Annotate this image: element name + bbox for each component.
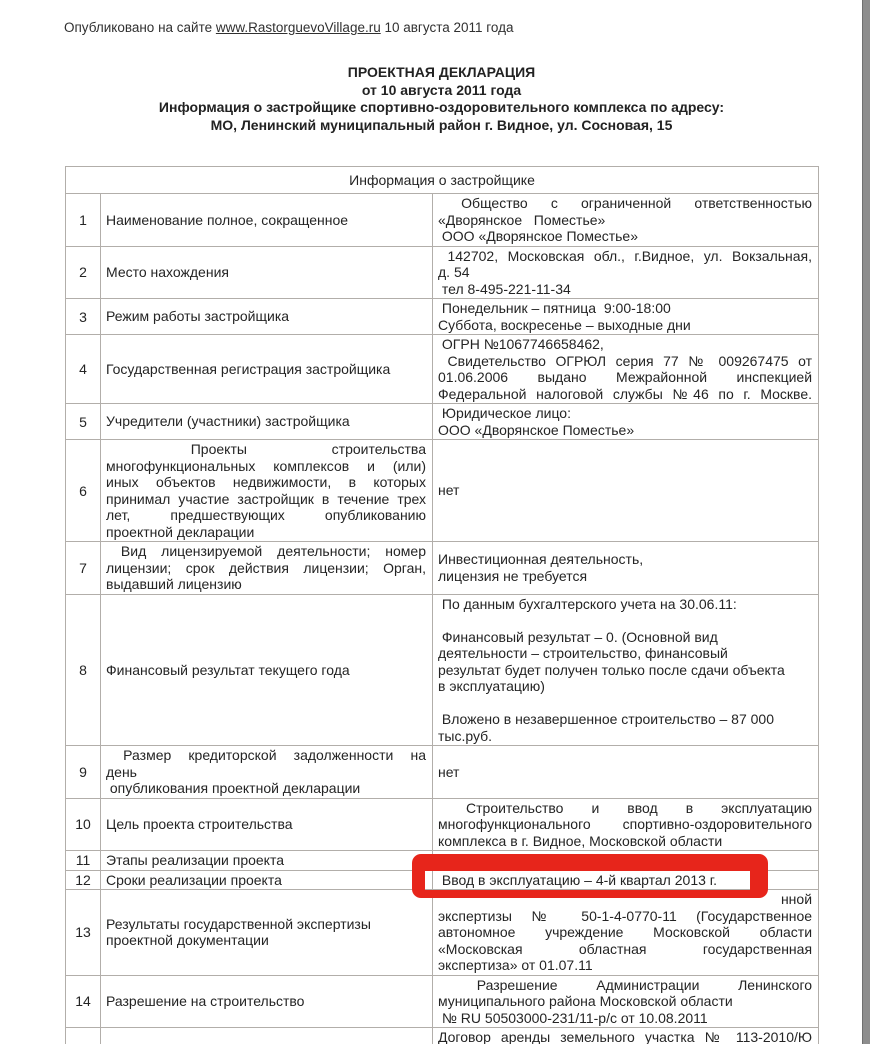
table-row <box>66 404 819 440</box>
text-line: лицензии; срок действия лицензии; Орган, <box>106 559 426 576</box>
text-line: ОГРН №1067746658462, <box>438 336 604 352</box>
text-line: автономное учреждение Московской области <box>438 924 813 940</box>
row-value-cell <box>433 746 819 799</box>
text-line: Инвестиционная деятельность, <box>438 551 644 568</box>
text-line: Ввод в эксплуатацию – 4-й квартал 2013 г. <box>438 871 718 888</box>
row-value-cell <box>433 335 819 404</box>
title-line-4: МО, Ленинский муниципальный район г. Видное, ул. Сосновая, 15 <box>210 116 673 133</box>
row-label-cell <box>101 194 433 247</box>
row-number-cell <box>66 975 101 1028</box>
text-line: Вложено в незавершенное строительство – 87 000 <box>438 711 774 727</box>
row-number: 5 <box>79 413 87 430</box>
text-line: Финансовый результат текущего года <box>106 661 350 678</box>
text-line: Строительство и ввод в эксплуатацию <box>438 799 813 816</box>
text-line: д. 54 <box>438 264 470 280</box>
text-line: Цель проекта строительства <box>106 816 293 832</box>
row-label-cell <box>101 975 433 1028</box>
table-caption-row <box>66 167 819 194</box>
published-line <box>64 20 513 35</box>
row-number-cell <box>66 194 101 247</box>
table-row <box>66 870 819 890</box>
row-number: 2 <box>79 264 87 281</box>
row-value-cell <box>433 404 819 440</box>
row-number-cell <box>66 594 101 746</box>
table-row <box>66 542 819 595</box>
text-line: Вид лицензируемой деятельности; номер <box>106 543 426 559</box>
row-label-cell <box>101 870 433 890</box>
text-line: результат будет получен только после сдачи объекта <box>438 661 785 678</box>
row-value-cell <box>433 194 819 247</box>
row-value-cell <box>433 798 819 851</box>
text-line: Суббота, воскресенье – выходные дни <box>438 316 691 333</box>
text-line: нной <box>780 891 813 907</box>
declaration-table <box>65 166 819 1044</box>
table-row <box>66 440 819 542</box>
text-line: день <box>106 763 137 780</box>
text-line: комплекса в г. Видное, Московской области <box>438 832 723 849</box>
row-value-cell <box>433 975 819 1028</box>
text-line: Юридическое лицо: <box>438 405 571 421</box>
row-number-cell <box>66 851 101 871</box>
text-line: 142702, Московская обл., г.Видное, ул. Вокзальная, <box>438 247 813 264</box>
text-line <box>438 852 812 869</box>
text-line: тел 8-495-221-11-34 <box>438 280 571 297</box>
table-row <box>66 246 819 299</box>
table-row <box>66 975 819 1028</box>
text-line: многофункциональных комплексов и (или) <box>106 457 426 474</box>
text-line: Режим работы застройщика <box>106 308 290 325</box>
row-value-cell <box>433 299 819 335</box>
table-row <box>66 890 819 976</box>
text-line: в эксплуатацию) <box>438 678 545 694</box>
text-line: Место нахождения <box>106 264 229 280</box>
row-number-cell <box>66 870 101 890</box>
published-prefix: Опубликовано на сайте <box>64 20 216 35</box>
row-label-cell <box>101 440 433 542</box>
text-line: Общество с ограниченной ответственностью <box>438 195 813 211</box>
published-suffix: 10 августа 2011 года <box>380 20 514 35</box>
row-number: 3 <box>79 308 87 325</box>
text-line <box>438 695 812 712</box>
text-line: ООО «Дворянское Поместье» <box>438 421 635 438</box>
text-line <box>438 612 812 629</box>
text-line: проектной документации <box>106 932 269 949</box>
text-line: деятельности – строительство, финансовый <box>438 645 728 661</box>
text-line: Сроки реализации проекта <box>106 871 282 888</box>
row-label-cell <box>101 542 433 595</box>
scrollbar[interactable] <box>862 0 870 1044</box>
text-line: иных объектов недвижимости, в которых <box>106 474 426 490</box>
row-number-cell <box>66 890 101 976</box>
title-line-3: Информация о застройщике спортивно-оздоровительного комплекса по адресу: <box>158 99 725 115</box>
row-number-cell <box>66 246 101 299</box>
text-line <box>106 1029 426 1044</box>
table-body <box>66 167 819 1044</box>
text-line: опубликования проектной декларации <box>106 780 361 796</box>
text-line: Понедельник – пятница 9:00-18:00 <box>438 300 671 316</box>
text-line: нет <box>438 763 460 780</box>
text-line: Разрешение Администрации Ленинского <box>438 976 813 993</box>
row-number: 10 <box>75 816 91 833</box>
text-line: «Московская областная государственная <box>438 940 813 957</box>
row-number-cell <box>66 746 101 799</box>
text-line: лет, предшествующих опубликованию <box>106 507 426 523</box>
row-number-cell <box>66 440 101 542</box>
text-line: тыс.руб. <box>438 727 493 744</box>
text-line: проектной декларации <box>106 523 255 540</box>
title-line-2: от 10 августа 2011 года <box>361 81 522 98</box>
text-line: Учредители (участники) застройщика <box>106 413 350 430</box>
table-row <box>66 194 819 247</box>
row-value-cell <box>433 1028 819 1044</box>
text-line: 01.06.2006 выдано Межрайонной инспекцией <box>438 369 813 385</box>
text-line: «Дворянское Поместье» <box>438 211 606 228</box>
row-value-cell <box>433 851 819 871</box>
table-row <box>66 335 819 404</box>
table-caption: Информация о застройщике <box>66 167 819 194</box>
table-row <box>66 299 819 335</box>
text-line: принимал участие застройщик в течение трех <box>106 490 426 507</box>
text-line: муниципального района Московской области <box>438 993 733 1009</box>
text-line: ООО «Дворянское Поместье» <box>438 228 639 244</box>
document-title-block <box>65 64 818 134</box>
table-row <box>66 798 819 851</box>
text-line: Федеральной налоговой службы №46 по г. Москве. <box>438 385 813 402</box>
row-label-cell <box>101 798 433 851</box>
row-label-cell <box>101 299 433 335</box>
row-label-cell <box>101 246 433 299</box>
row-label-cell <box>101 1028 433 1044</box>
text-line: лицензия не требуется <box>438 567 588 584</box>
row-number: 8 <box>79 661 87 678</box>
row-label-cell <box>101 890 433 976</box>
row-value-cell <box>433 440 819 542</box>
table-row <box>66 1028 819 1044</box>
row-number: 13 <box>75 924 91 941</box>
row-label-cell <box>101 594 433 746</box>
row-number-cell <box>66 299 101 335</box>
text-line: Свидетельство ОГРЮЛ серия 77 № 009267475 от <box>438 352 813 369</box>
table-row <box>66 594 819 746</box>
table-row <box>66 746 819 799</box>
row-number: 7 <box>79 559 87 576</box>
row-number-cell <box>66 1028 101 1044</box>
row-number: 14 <box>75 993 91 1010</box>
text-line: Договор аренды земельного участка № 113-2010/Ю <box>438 1029 813 1044</box>
row-number: 4 <box>79 361 87 377</box>
row-value-cell <box>433 246 819 299</box>
site-link[interactable]: www.RastorguevoVillage.ru <box>215 20 381 35</box>
text-line: Финансовый результат – 0. (Основной вид <box>438 628 718 645</box>
row-label-cell <box>101 851 433 871</box>
text-line: № RU 50503000-231/11-р/с от 10.08.2011 <box>438 1009 708 1026</box>
text-line: экспертиза» от 01.07.11 <box>438 957 593 973</box>
row-number: 9 <box>79 763 87 780</box>
text-line: многофункционального спортивно-оздоровительного <box>438 816 813 832</box>
text-line: Проекты строительства <box>106 441 426 457</box>
text-line: нет <box>438 482 460 499</box>
row-number: 6 <box>79 482 87 499</box>
row-value-cell <box>433 870 819 890</box>
text-line: Наименование полное, сокращенное <box>106 211 349 228</box>
text-line: По данным бухгалтерского учета на 30.06.11: <box>438 595 737 612</box>
title-line-1: ПРОЕКТНАЯ ДЕКЛАРАЦИЯ <box>347 64 536 80</box>
row-number-cell <box>66 404 101 440</box>
row-label-cell <box>101 335 433 404</box>
row-number: 11 <box>75 852 91 869</box>
table-row <box>66 851 819 871</box>
row-label-cell <box>101 746 433 799</box>
row-number: 12 <box>75 871 91 888</box>
text-line: Государственная регистрация застройщика <box>106 360 391 377</box>
text-line: Этапы реализации проекта <box>106 852 285 868</box>
row-number-cell <box>66 542 101 595</box>
text-line: Разрешение на строительство <box>106 993 305 1009</box>
row-value-cell <box>433 890 819 976</box>
row-value-cell <box>433 594 819 746</box>
row-number: 1 <box>79 211 87 228</box>
text-line: Результаты государственной экспертизы <box>106 915 371 932</box>
text-line: выдавший лицензию <box>106 576 242 592</box>
row-label-cell <box>101 404 433 440</box>
text-line: экспертизы № 50-1-4-0770-11 (Государственное <box>438 907 813 924</box>
text-line: Размер кредиторской задолженности на <box>106 747 426 763</box>
row-number-cell <box>66 335 101 404</box>
row-value-cell <box>433 542 819 595</box>
row-number-cell <box>66 798 101 851</box>
